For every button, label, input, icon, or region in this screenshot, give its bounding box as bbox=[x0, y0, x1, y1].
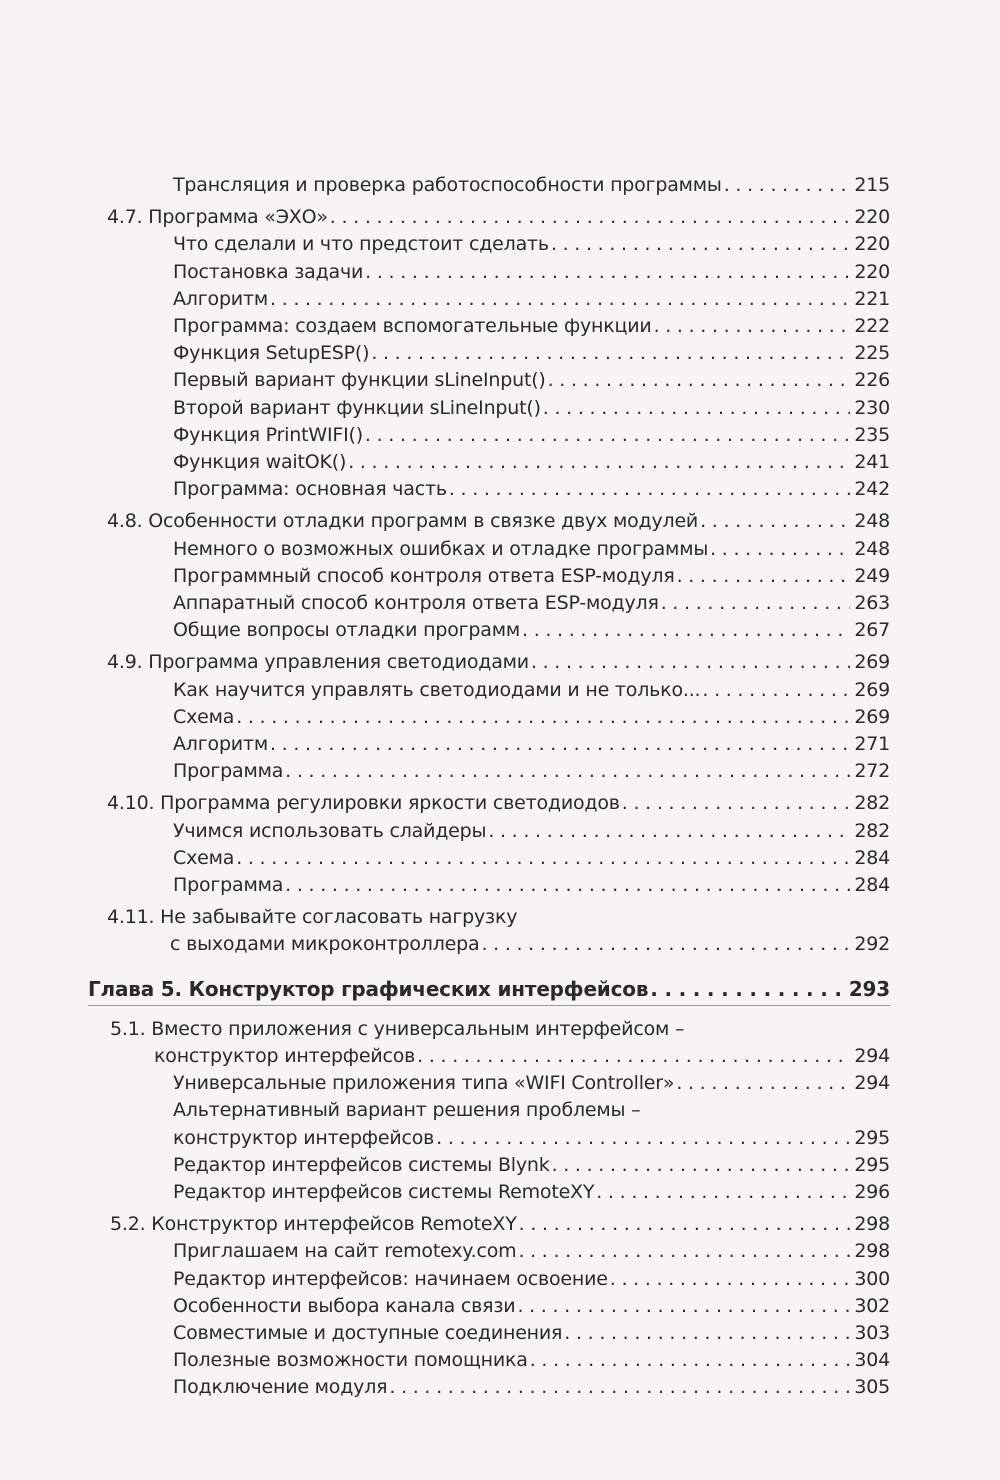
dot-leader bbox=[365, 259, 850, 286]
toc-entry[interactable] bbox=[0, 1179, 1000, 1206]
entry-title: Особенности выбора канала связи bbox=[173, 1294, 516, 1317]
toc-entry[interactable] bbox=[0, 259, 1000, 286]
entry-title: Схема bbox=[173, 846, 235, 869]
page-number: 303 bbox=[854, 1321, 890, 1344]
entry-title-line1: Альтернативный вариант решения проблемы – bbox=[173, 1099, 641, 1122]
dot-leader bbox=[551, 231, 850, 258]
dot-leader bbox=[700, 508, 850, 535]
toc-entry[interactable] bbox=[0, 476, 1000, 503]
page-number: 282 bbox=[854, 792, 890, 815]
page-number: 226 bbox=[854, 369, 890, 392]
page-number: 284 bbox=[854, 874, 890, 897]
page-number: 294 bbox=[854, 1044, 890, 1067]
dot-leader bbox=[518, 1238, 850, 1265]
dot-leader bbox=[702, 677, 850, 704]
entry-title: Универсальные приложения типа «WIFI Controller» bbox=[173, 1072, 675, 1095]
dot-leader bbox=[417, 1043, 850, 1070]
entry-title: Редактор интерфейсов системы RemoteXY bbox=[173, 1180, 595, 1203]
toc-entry[interactable] bbox=[0, 590, 1000, 617]
dot-leader bbox=[236, 845, 850, 872]
toc-entry-4-11[interactable] bbox=[0, 904, 1000, 958]
entry-title: Немного о возможных ошибках и отладке программы bbox=[173, 537, 709, 560]
toc-entries-5-1b bbox=[0, 1152, 1000, 1206]
dot-leader bbox=[724, 172, 850, 199]
entry-title: Первый вариант функции sLineInput() bbox=[173, 369, 546, 392]
page-number: 248 bbox=[854, 537, 890, 560]
entry-title-line1: 4.11. Не забывайте согласовать нагрузку bbox=[107, 906, 518, 929]
toc-entry[interactable] bbox=[0, 845, 1000, 872]
page-number: 304 bbox=[854, 1349, 890, 1372]
page-number: 220 bbox=[854, 206, 890, 229]
page-number: 269 bbox=[854, 705, 890, 728]
dot-leader bbox=[365, 422, 850, 449]
page-number: 295 bbox=[854, 1153, 890, 1176]
entry-title: 4.8. Особенности отладки программ в связке двух модулей bbox=[107, 510, 699, 533]
toc-entry[interactable] bbox=[0, 231, 1000, 258]
page-number: 220 bbox=[854, 260, 890, 283]
entry-title: 5.2. Конструктор интерфейсов RemoteXY bbox=[110, 1213, 517, 1236]
toc-entry[interactable] bbox=[0, 649, 1000, 676]
entry-title: 4.9. Программа управления светодиодами bbox=[107, 651, 529, 674]
dot-leader bbox=[650, 973, 847, 1005]
dot-leader bbox=[564, 1320, 850, 1347]
page-number: 221 bbox=[854, 287, 890, 310]
page-number: 302 bbox=[854, 1294, 890, 1317]
dot-leader bbox=[389, 1374, 850, 1401]
page-number: 300 bbox=[854, 1267, 890, 1290]
dot-leader bbox=[677, 563, 850, 590]
toc-entry[interactable] bbox=[0, 1266, 1000, 1293]
page-number: 248 bbox=[854, 510, 890, 533]
dot-leader bbox=[543, 395, 850, 422]
entry-title: Функция waitOK() bbox=[173, 451, 347, 474]
entry-title: Совместимые и доступные соединения bbox=[173, 1321, 563, 1344]
entry-title: Как научится управлять светодиодами и не только... bbox=[173, 678, 701, 701]
dot-leader bbox=[548, 367, 850, 394]
dot-leader bbox=[676, 1070, 850, 1097]
entry-title: Приглашаем на сайт remotexy.com bbox=[173, 1240, 517, 1263]
entry-title: 4.10. Программа регулировки яркости светодиодов bbox=[107, 792, 620, 815]
toc-entry-alternative[interactable] bbox=[0, 1097, 1000, 1151]
entry-title: Второй вариант функции sLineInput() bbox=[173, 396, 541, 419]
toc-entry[interactable] bbox=[0, 818, 1000, 845]
toc-entry[interactable] bbox=[0, 758, 1000, 785]
entry-title: Подключение модуля bbox=[173, 1376, 388, 1399]
dot-leader bbox=[530, 1347, 850, 1374]
page-number: 298 bbox=[854, 1213, 890, 1236]
page-number: 284 bbox=[854, 846, 890, 869]
page-number: 272 bbox=[854, 760, 890, 783]
page-number: 269 bbox=[854, 651, 890, 674]
page-number: 263 bbox=[854, 592, 890, 615]
chapter-divider bbox=[0, 1009, 1000, 1011]
chapter-page-number: 293 bbox=[848, 976, 890, 1001]
dot-leader bbox=[661, 590, 850, 617]
page-number: 296 bbox=[854, 1180, 890, 1203]
dot-leader bbox=[270, 286, 850, 313]
toc-entries-5-2 bbox=[0, 1238, 1000, 1401]
page-number: 220 bbox=[854, 233, 890, 256]
dot-leader bbox=[517, 1293, 850, 1320]
dot-leader bbox=[481, 931, 850, 958]
entry-title: Постановка задачи bbox=[173, 260, 364, 283]
toc-entry[interactable] bbox=[0, 313, 1000, 340]
entry-title-line2: конструктор интерфейсов bbox=[154, 1044, 416, 1067]
toc-entry-5-1[interactable] bbox=[0, 1016, 1000, 1070]
page-number: 271 bbox=[854, 733, 890, 756]
page-number: 295 bbox=[854, 1126, 890, 1149]
dot-leader bbox=[285, 758, 850, 785]
entry-title: Программа bbox=[173, 874, 284, 897]
dot-leader bbox=[436, 1125, 850, 1152]
entry-title-line2: с выходами микроконтроллера bbox=[170, 933, 480, 956]
table-of-contents bbox=[0, 172, 1000, 1402]
toc-entry[interactable] bbox=[0, 1152, 1000, 1179]
entry-title: Программа: создаем вспомогательные функции bbox=[173, 315, 652, 338]
toc-entry[interactable] bbox=[0, 1320, 1000, 1347]
entry-title: Аппаратный способ контроля ответа ESP-модуля bbox=[173, 592, 659, 615]
entry-title: Учимся использовать слайдеры bbox=[173, 819, 487, 842]
toc-entry-5-2[interactable] bbox=[0, 1211, 1000, 1238]
page-number: 298 bbox=[854, 1240, 890, 1263]
dot-leader bbox=[522, 617, 850, 644]
entry-title: Программный способ контроля ответа ESP-модуля bbox=[173, 564, 675, 587]
dot-leader bbox=[371, 340, 850, 367]
toc-entry[interactable] bbox=[0, 422, 1000, 449]
page-number: 242 bbox=[854, 478, 890, 501]
entry-title: Алгоритм bbox=[173, 733, 268, 756]
entry-title: Алгоритм bbox=[173, 287, 268, 310]
dot-leader bbox=[610, 1266, 850, 1293]
page-number: 222 bbox=[854, 315, 890, 338]
toc-entry[interactable] bbox=[0, 508, 1000, 535]
entry-title: 4.7. Программа «ЭХО» bbox=[107, 206, 328, 229]
page-number: 249 bbox=[854, 564, 890, 587]
toc-entry[interactable] bbox=[0, 563, 1000, 590]
page-number: 235 bbox=[854, 423, 890, 446]
toc-entry[interactable] bbox=[0, 677, 1000, 704]
toc-chapter-5[interactable] bbox=[0, 973, 1000, 1005]
dot-leader bbox=[488, 818, 850, 845]
page-number: 294 bbox=[854, 1072, 890, 1095]
entry-title: Редактор интерфейсов: начинаем освоение bbox=[173, 1267, 608, 1290]
entry-title: Общие вопросы отладки программ bbox=[173, 619, 521, 642]
chapter-title: Глава 5. Конструктор графических интерфейсов bbox=[88, 976, 649, 1001]
dot-leader bbox=[654, 313, 850, 340]
page-number: 292 bbox=[854, 933, 890, 956]
dot-leader bbox=[596, 1179, 850, 1206]
toc-entry[interactable] bbox=[0, 340, 1000, 367]
toc-entry[interactable] bbox=[0, 1347, 1000, 1374]
dot-leader bbox=[449, 476, 850, 503]
toc-entry[interactable] bbox=[0, 395, 1000, 422]
dot-leader bbox=[710, 536, 850, 563]
entry-title: Схема bbox=[173, 705, 235, 728]
toc-entry[interactable] bbox=[0, 286, 1000, 313]
dot-leader bbox=[622, 790, 850, 817]
toc-entry[interactable] bbox=[0, 790, 1000, 817]
page-number: 282 bbox=[854, 819, 890, 842]
toc-entry[interactable] bbox=[0, 1238, 1000, 1265]
toc-entries-ch4 bbox=[0, 172, 1000, 899]
toc-entry[interactable] bbox=[0, 872, 1000, 899]
dot-leader bbox=[519, 1211, 850, 1238]
entry-title: Функция SetupESP() bbox=[173, 342, 370, 365]
entry-title: Что сделали и что предстоит сделать bbox=[173, 233, 549, 256]
toc-entry[interactable] bbox=[0, 731, 1000, 758]
page-number: 215 bbox=[854, 174, 890, 196]
entry-title: Редактор интерфейсов системы Blynk bbox=[173, 1153, 550, 1176]
dot-leader bbox=[330, 204, 850, 231]
dot-leader bbox=[531, 649, 850, 676]
dot-leader bbox=[348, 449, 850, 476]
page-number: 230 bbox=[854, 396, 890, 419]
dot-leader bbox=[552, 1152, 850, 1179]
entry-title: Программа: основная часть bbox=[173, 478, 447, 501]
toc-entry[interactable] bbox=[0, 1070, 1000, 1097]
toc-entry[interactable] bbox=[0, 172, 1000, 199]
page-number: 241 bbox=[854, 451, 890, 474]
toc-entry[interactable] bbox=[0, 1293, 1000, 1320]
toc-entry[interactable] bbox=[0, 536, 1000, 563]
page-number: 225 bbox=[854, 342, 890, 365]
toc-entry[interactable] bbox=[0, 204, 1000, 231]
entry-title: Трансляция и проверка работоспособности программы bbox=[173, 174, 722, 196]
entry-title: Программа bbox=[173, 760, 284, 783]
toc-entry[interactable] bbox=[0, 449, 1000, 476]
toc-entry[interactable] bbox=[0, 617, 1000, 644]
page-number: 269 bbox=[854, 678, 890, 701]
dot-leader bbox=[236, 704, 850, 731]
toc-entry[interactable] bbox=[0, 704, 1000, 731]
entry-title-line2: конструктор интерфейсов bbox=[173, 1126, 435, 1149]
entry-title-line1: 5.1. Вместо приложения с универсальным интерфейсом – bbox=[110, 1017, 685, 1040]
entry-title: Полезные возможности помощника bbox=[173, 1349, 528, 1372]
page-number: 267 bbox=[854, 619, 890, 642]
entry-title: Функция PrintWIFI() bbox=[173, 423, 363, 446]
page-number: 305 bbox=[854, 1376, 890, 1399]
toc-entries-5-1a bbox=[0, 1070, 1000, 1097]
toc-entry[interactable] bbox=[0, 1374, 1000, 1401]
toc-entry[interactable] bbox=[0, 367, 1000, 394]
dot-leader bbox=[270, 731, 850, 758]
dot-leader bbox=[285, 872, 850, 899]
